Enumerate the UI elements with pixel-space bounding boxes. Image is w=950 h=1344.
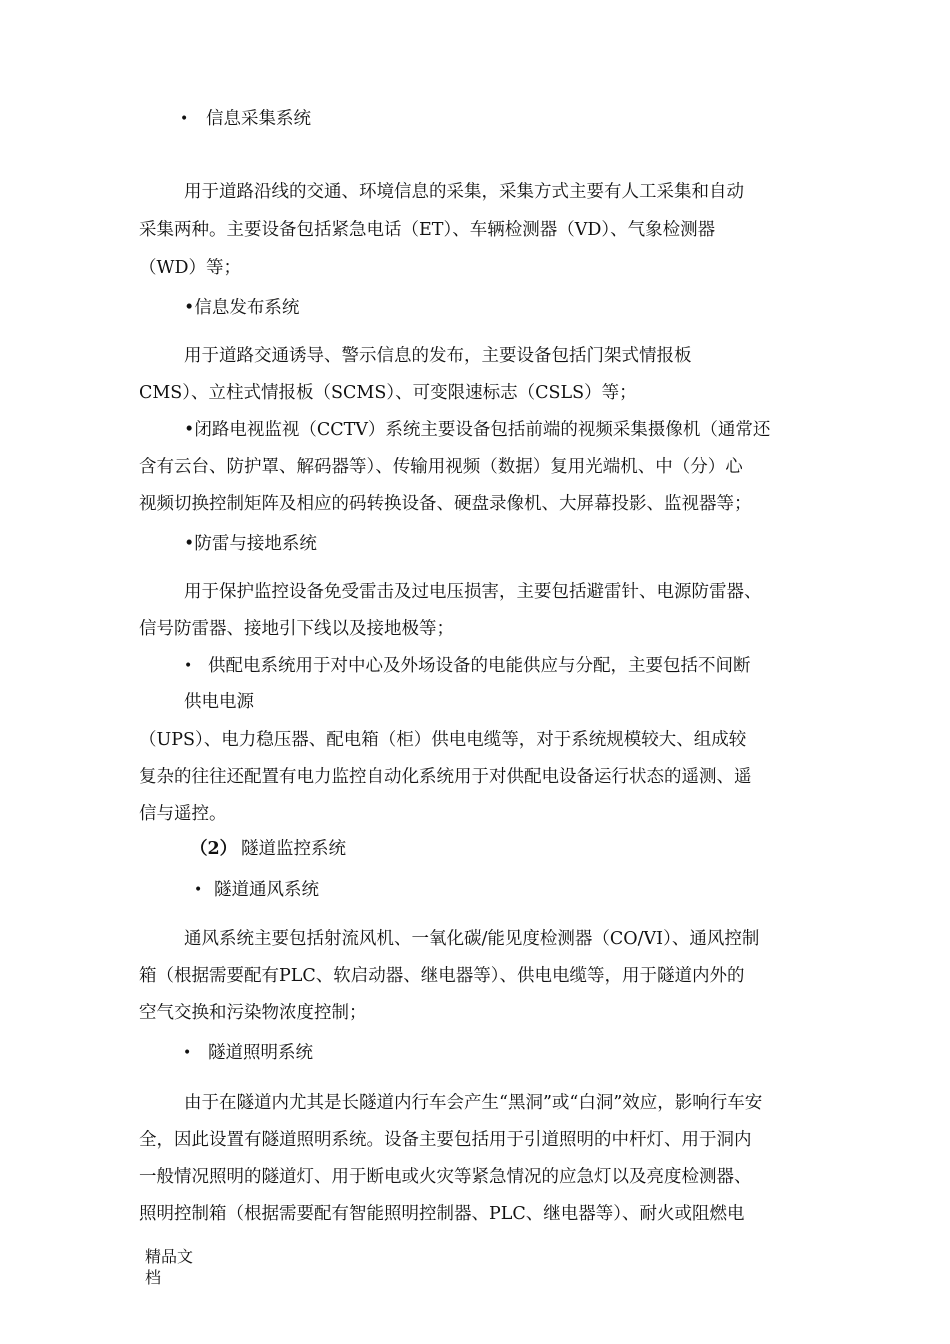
paragraph-line: 采集两种。主要设备包括紧急电话（ET）、车辆检测器（VD）、气象检测器 [139, 220, 716, 240]
heading-tunnel-ventilation: 隧道通风系统 [214, 880, 319, 900]
paragraph-line: CMS）、立柱式情报板（SCMS）、可变限速标志（CSLS）等； [139, 383, 637, 403]
heading-info-publish: •信息发布系统 [184, 298, 300, 318]
paragraph-line: 供电电源 [184, 692, 254, 712]
footer-watermark-line: 精品文 [145, 1247, 194, 1266]
paragraph-line: 信号防雷器、接地引下线以及接地极等； [139, 619, 454, 639]
heading-tunnel-lighting: 隧道照明系统 [208, 1043, 313, 1063]
paragraph-line: 信与遥控。 [139, 804, 227, 824]
paragraph-line: 照明控制箱（根据需要配有智能照明控制器、PLC、继电器等）、耐火或阻燃电 [139, 1204, 745, 1224]
paragraph-line: 用于保护监控设备免受雷击及过电压损害，主要包括避雷针、电源防雷器、 [184, 582, 762, 602]
paragraph-line: 供配电系统用于对中心及外场设备的电能供应与分配，主要包括不间断 [208, 656, 751, 676]
paragraph-line: 由于在隧道内尤其是长隧道内行车会产生“黑洞”或“白洞”效应，影响行车安 [184, 1093, 763, 1113]
heading-info-collection: 信息采集系统 [206, 109, 311, 129]
footer-watermark-line: 档 [145, 1268, 162, 1287]
paragraph-line: （UPS）、电力稳压器、配电箱（柜）供电电缆等，对于系统规模较大、组成较 [139, 730, 747, 750]
paragraph-line: 视频切换控制矩阵及相应的码转换设备、硬盘录像机、大屏幕投影、监视器等； [139, 494, 752, 514]
paragraph-line: •闭路电视监视（CCTV）系统主要设备包括前端的视频采集摄像机（通常还 [184, 420, 771, 440]
paragraph-line: 用于道路沿线的交通、环境信息的采集，采集方式主要有人工采集和自动 [184, 182, 744, 202]
paragraph-line: 复杂的往往还配置有电力监控自动化系统用于对供配电设备运行状态的遥测、遥 [139, 767, 752, 787]
section-number: （2） [190, 839, 238, 859]
paragraph-line: 一般情况照明的隧道灯、用于断电或火灾等紧急情况的应急灯以及亮度检测器、 [139, 1167, 752, 1187]
paragraph-line: 用于道路交通诱导、警示信息的发布，主要设备包括门架式情报板 [184, 346, 692, 366]
paragraph-line: 空气交换和污染物浓度控制； [139, 1003, 367, 1023]
bullet-icon: • [184, 658, 193, 674]
paragraph-line: （WD）等； [139, 258, 242, 278]
bullet-icon: • [194, 882, 203, 898]
paragraph-line: 通风系统主要包括射流风机、一氧化碳/能见度检测器（CO/VI）、通风控制 [184, 929, 760, 949]
bullet-icon: • [183, 1045, 192, 1061]
paragraph-line: 箱（根据需要配有PLC、软启动器、继电器等）、供电电缆等，用于隧道内外的 [139, 966, 745, 986]
paragraph-line: 全，因此设置有隧道照明系统。设备主要包括用于引道照明的中杆灯、用于洞内 [139, 1130, 752, 1150]
paragraph-line: 含有云台、防护罩、解码器等）、传输用视频（数据）复用光端机、中（分）心 [139, 457, 743, 477]
section-title: 隧道监控系统 [241, 839, 346, 859]
bullet-icon: • [180, 111, 189, 127]
heading-lightning-grounding: •防雷与接地系统 [184, 534, 317, 554]
